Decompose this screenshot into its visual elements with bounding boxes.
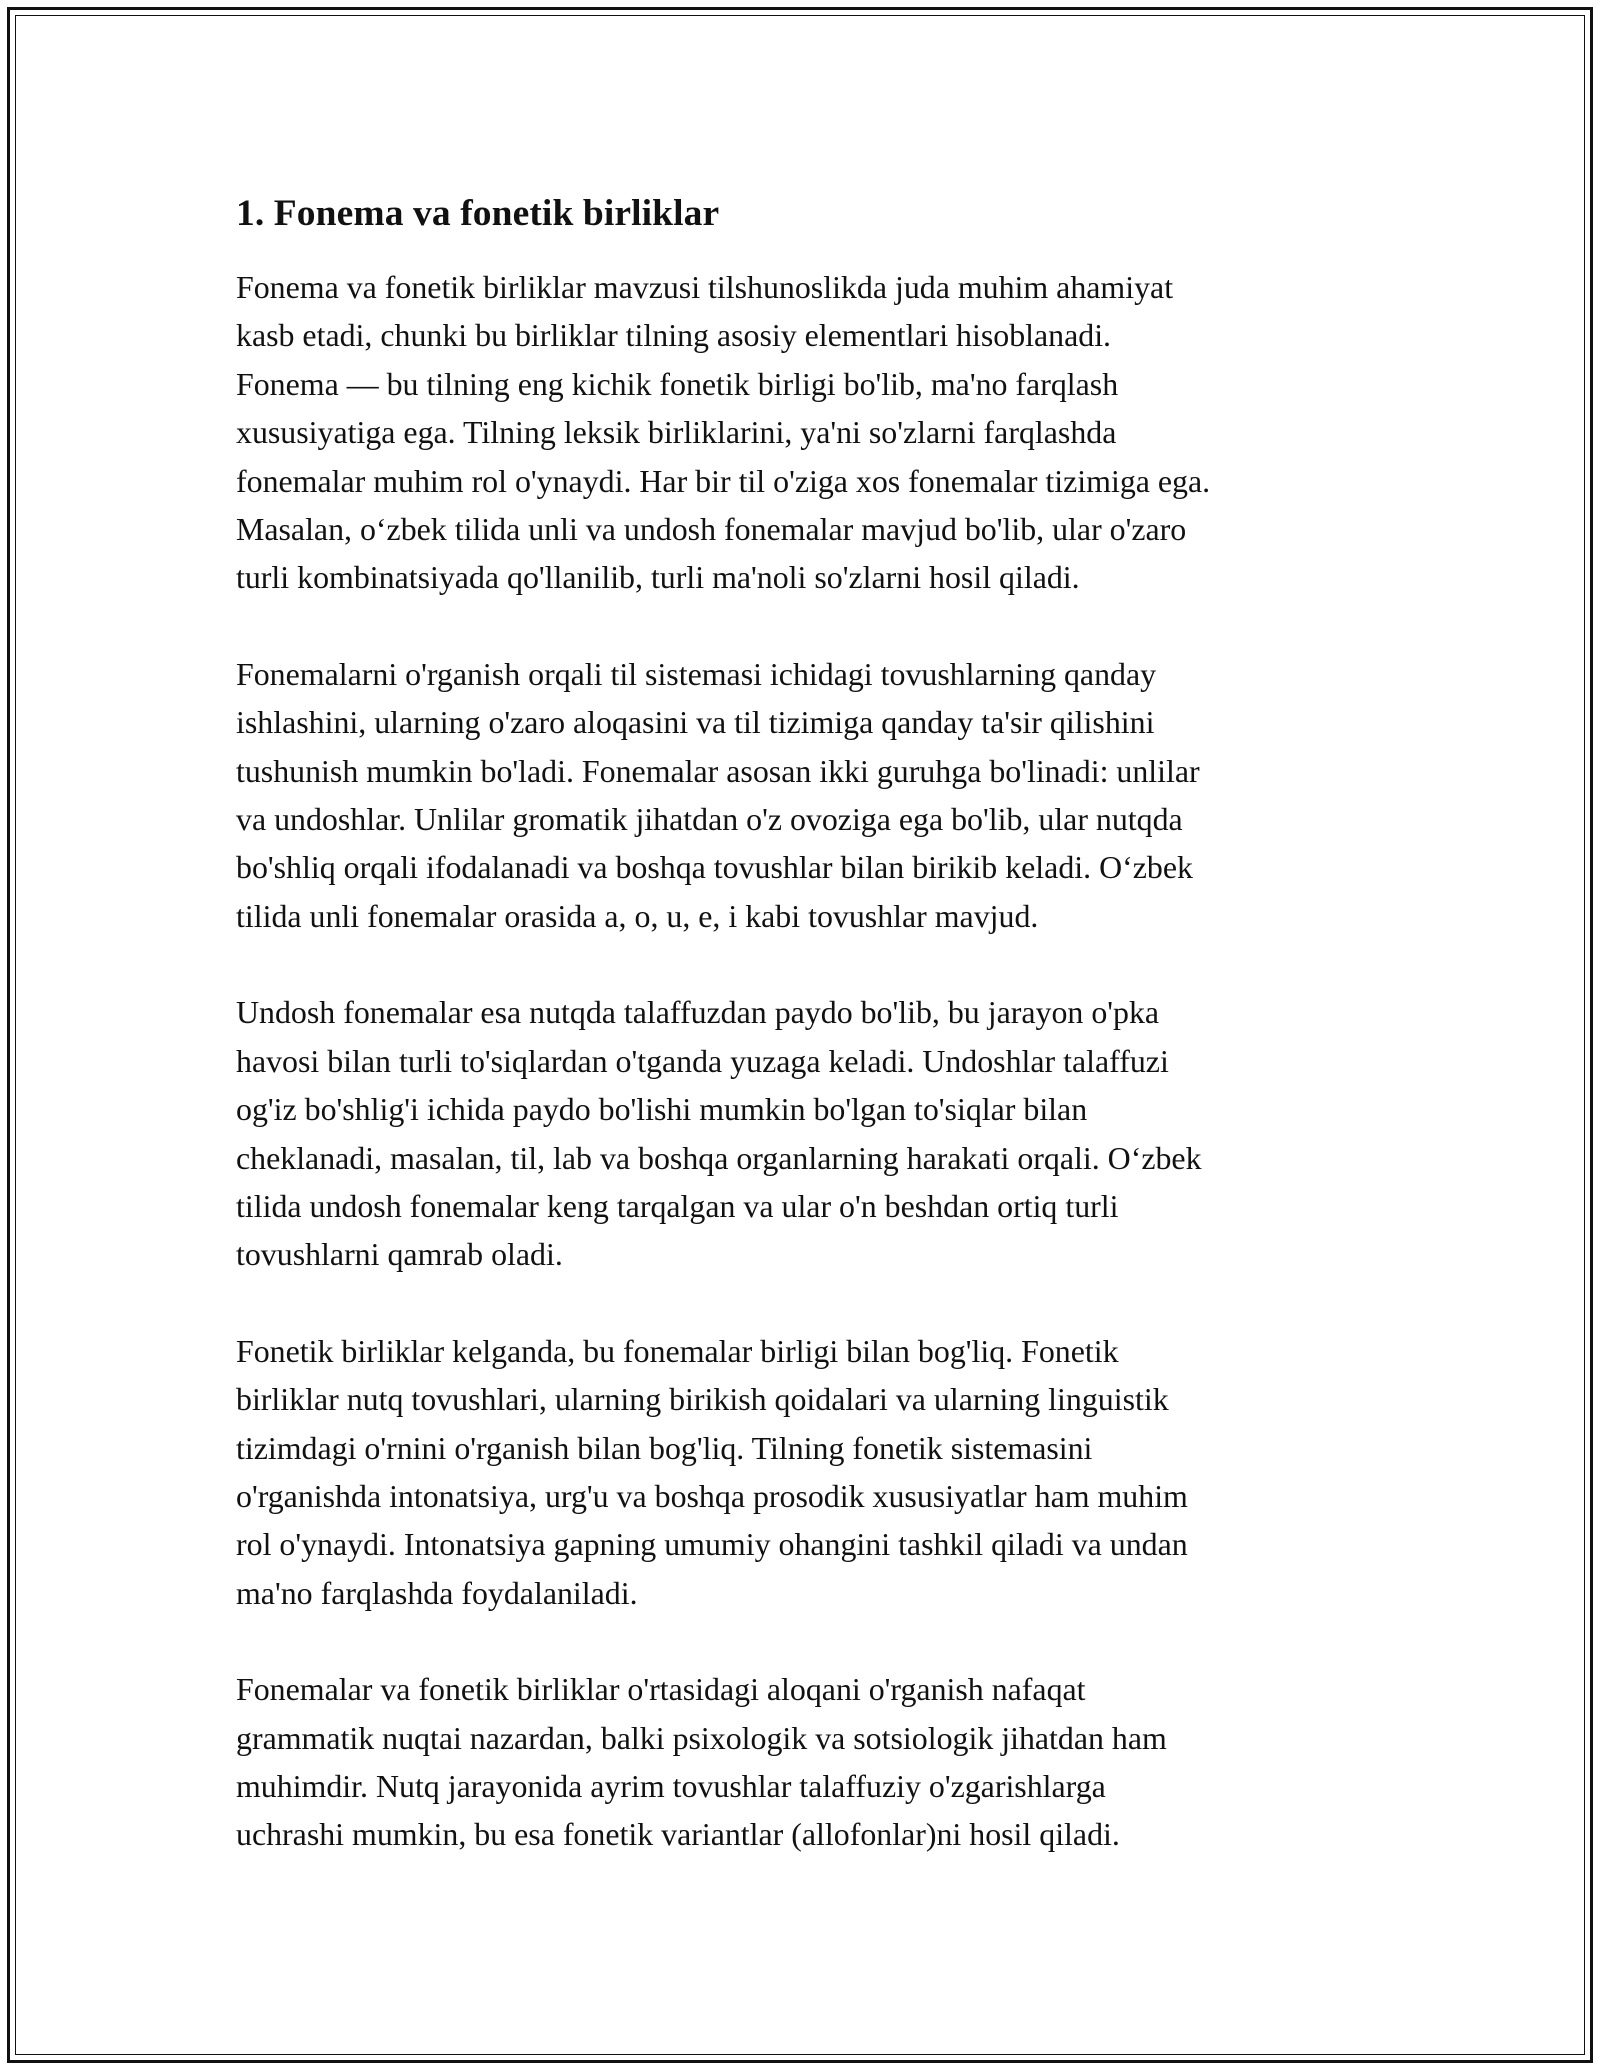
paragraph-5: Fonemalar va fonetik birliklar o'rtasidagi aloqani o'rganish nafaqat grammatik nuqtai nazardan, balki psixologik va sotsiologik jihatdan ham muhimdir. Nutq jarayonida ayrim tovushlar talaffuziy o'zgarishlarga uchrashi mumkin, bu esa fonetik variantlar (allofonlar)ni hosil qiladi. xyxy=(236,1672,1167,1853)
document-body xyxy=(236,186,1366,1860)
paragraph-3: Undosh fonemalar esa nutqda talaffuzdan paydo bo'lib, bu jarayon o'pka havosi bilan turli to'siqlardan o'tganda yuzaga keladi. Undoshlar talaffuzi og'iz bo'shlig'i ichida paydo bo'lishi mumkin bo'lgan to'siqlar bilan cheklanadi, masalan, til, lab va boshqa organlarning harakati orqali. Oʻzbek tilida undosh fonemalar keng tarqalgan va ular o'n beshdan ortiq turli tovushlarni qamrab oladi. xyxy=(236,995,1202,1273)
paragraph-1: Fonema va fonetik birliklar mavzusi tilshunoslikda juda muhim ahamiyat kasb etadi, chunki bu birliklar tilning asosiy elementlari hisoblanadi. Fonema — bu tilning eng kichik fonetik birligi bo'lib, ma'no farqlash xususiyatiga ega. Tilning leksik birliklarini, ya'ni so'zlarni farqlashda fonemalar muhim rol o'ynaydi. Har bir til o'ziga xos fonemalar tizimiga ega. Masalan, oʻzbek tilida unli va undosh fonemalar mavjud bo'lib, ular o'zaro turli kombinatsiyada qo'llanilib, turli ma'noli so'zlarni hosil qiladi. xyxy=(236,270,1211,596)
paragraph-2: Fonemalarni o'rganish orqali til sistemasi ichidagi tovushlarning qanday ishlashini, ularning o'zaro aloqasini va til tizimiga qanday ta'sir qilishini tushunish mumkin bo'ladi. Fonemalar asosan ikki guruhga bo'linadi: unlilar va undoshlar. Unlilar gromatik jihatdan o'z ovoziga ega bo'lib, ular nutqda bo'shliq orqali ifodalanadi va boshqa tovushlar bilan birikib keladi. Oʻzbek tilida unli fonemalar orasida a, o, u, e, i kabi tovushlar mavjud. xyxy=(236,656,1200,934)
paragraph-4: Fonetik birliklar kelganda, bu fonemalar birligi bilan bog'liq. Fonetik birliklar nutq tovushlari, ularning birikish qoidalari va ularning linguistik tizimdagi o'rnini o'rganish bilan bog'liq. Tilning fonetik sistemasini o'rganishda intonatsiya, urg'u va boshqa prosodik xususiyatlar ham muhim rol o'ynaydi. Intonatsiya gapning umumiy ohangini tashkil qiladi va undan ma'no farqlashda foydalaniladi. xyxy=(236,1333,1188,1611)
section-heading: 1. Fonema va fonetik birliklar xyxy=(236,193,720,234)
